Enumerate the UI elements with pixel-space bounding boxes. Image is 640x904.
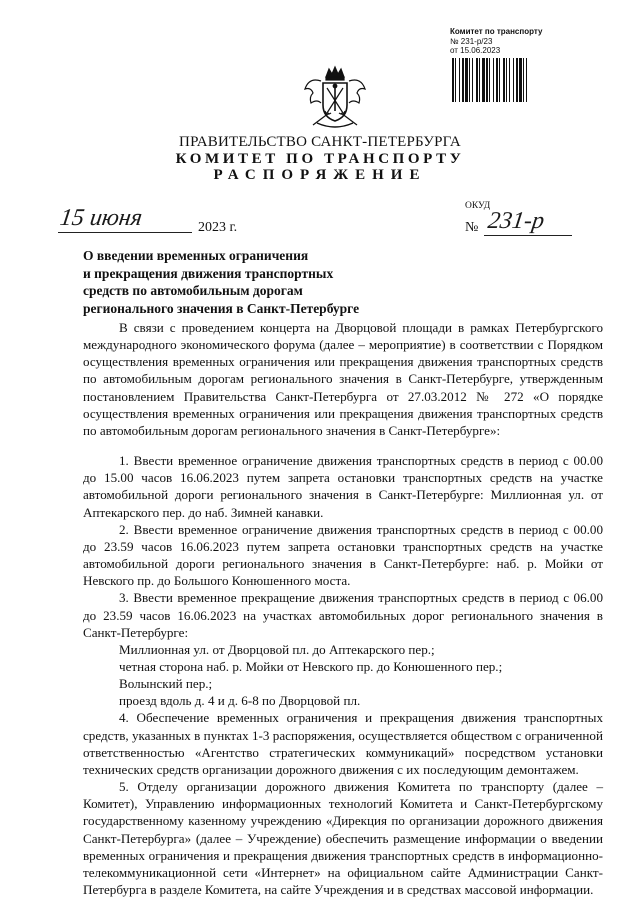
barcode-bar [489,58,490,102]
stamp-line-1: Комитет по транспорту [450,27,543,36]
item-2-paragraph: 2. Ввести временное ограничение движения транспортных средств в период с 00.00 до 23.59 часов 16.06.2023 путем запрета остановки транспортных средств на участке автомобильной дороги регионального значения в Санкт-Петербурге: наб. р. Мойки от Невского пр. до Большого Конюшенного моста. [83,521,603,589]
barcode-bar [526,58,527,102]
barcode-bar [486,58,488,102]
item-3-subitem: Волынский пер.; [119,676,213,692]
stamp-line-2: № 231-р/23 [450,36,493,46]
barcode-bar [496,58,498,102]
barcode [452,58,567,102]
barcode-bar [493,58,494,102]
item-3-subitem: проезд вдоль д. 4 и д. 6-8 по Дворцовой пл. [119,693,361,709]
item-3-subitem: четная сторона наб. р. Мойки от Невского пр. до Конюшенного пер.; [119,658,503,674]
item-4-paragraph: 4. Обеспечение временных ограничения и прекращения движения транспортных средств, указанных в пунктах 1-3 распоряжения, осуществляется обществом с ограниченной ответственностью «Агентство стратегических коммуникаций» посредством установки технических средств организации дорожного движения с их последующим демонтажем. [83,710,603,777]
barcode-bar [499,58,500,102]
barcode-bar [509,58,510,102]
title-line: средств по автомобильным дорогам [83,283,303,299]
item-5-paragraph: 5. Отделу организации дорожного движения Комитета по транспорту (далее – Комитет), Управлению информационных технологий Комитета и Санкт-Петербургскому государственному казенному учреждению «Дирекция по организации дорожного движения Санкт-Петербурга» (далее – Учреждение) обеспечить размещение информации о введении временных ограничения и прекращения движения транспортных средств в информационно-телекоммуникационной сети «Интернет» на официальном сайте Администрации Санкт-Петербурга в разделе Комитета, на сайте Учреждения и в средствах массовой информации. [83,779,603,897]
registration-stamp [450,27,568,56]
barcode-bar [479,58,480,102]
item-1-paragraph: 1. Ввести временное ограничение движения транспортных средств в период с 00.00 до 15.00 часов 16.06.2023 путем запрета остановки транспортных средств на участке автомобильной дороги регионального значения в Санкт-Петербурге: Миллионная ул. от Аптекарского пер. до наб. Зимней канавки. [83,453,603,520]
barcode-bar [472,58,473,102]
committee-title: КОМИТЕТ ПО ТРАНСПОРТУ [175,151,465,167]
government-title: ПРАВИТЕЛЬСТВО САНКТ-ПЕТЕРБУРГА [179,134,461,150]
item-3-paragraph: 3. Ввести временное прекращение движения транспортных средств в период с 06.00 до 23.59 часов 16.06.2023 на участках автомобильных дорог регионального значения в Санкт-Петербурге: [83,590,603,640]
barcode-bar [476,58,478,102]
title-line: и прекращения движения транспортных [83,265,334,281]
handwritten-number: 231-р [486,208,546,234]
item-3-subitem: Миллионная ул. от Дворцовой пл. до Аптекарского пер.; [119,641,435,657]
barcode-bar [459,58,460,102]
barcode-bar [516,58,518,102]
document-title [83,247,363,317]
date-year: 2023 г. [198,220,238,235]
date-underline [58,232,192,233]
stamp-line-3: от 15.06.2023 [450,46,501,55]
document-body [83,319,603,898]
title-line: О введении временных ограничения [83,248,309,263]
title-line: регионального значения в Санкт-Петербурге [83,300,360,316]
barcode-bar [452,58,454,102]
barcode-bar [523,58,524,102]
barcode-bar [519,58,522,102]
handwritten-date: 15 июня [58,205,144,231]
preamble-paragraph: В связи с проведением концерта на Дворцовой площади в рамках Петербургского международного экономического форума (далее – мероприятие) в соответствии с Порядком осуществления временных ограничения или прекращения движения транспортных средств по автомобильным дорогам регионального значения в Санкт-Петербурге, утвержденным постановлением Правительства Санкт-Петербурга от 27.03.2012 № 272 «О порядке осуществления временных ограничения или прекращения движения транспортных средств по автомобильным дорогам регионального значения в Санкт-Петербурге»: [83,320,603,438]
barcode-bar [469,58,470,102]
number-label: № [465,220,479,235]
barcode-bar [513,58,514,102]
document-type: РАСПОРЯЖЕНИЕ [213,167,427,183]
barcode-bar [465,58,468,102]
okud-label: ОКУД [465,201,491,211]
barcode-bar [503,58,505,102]
coat-of-arms-emblem [299,63,371,133]
barcode-bar [462,58,464,102]
barcode-bar [506,58,507,102]
barcode-bar [455,58,456,102]
number-underline [484,235,572,236]
barcode-bar [482,58,485,102]
